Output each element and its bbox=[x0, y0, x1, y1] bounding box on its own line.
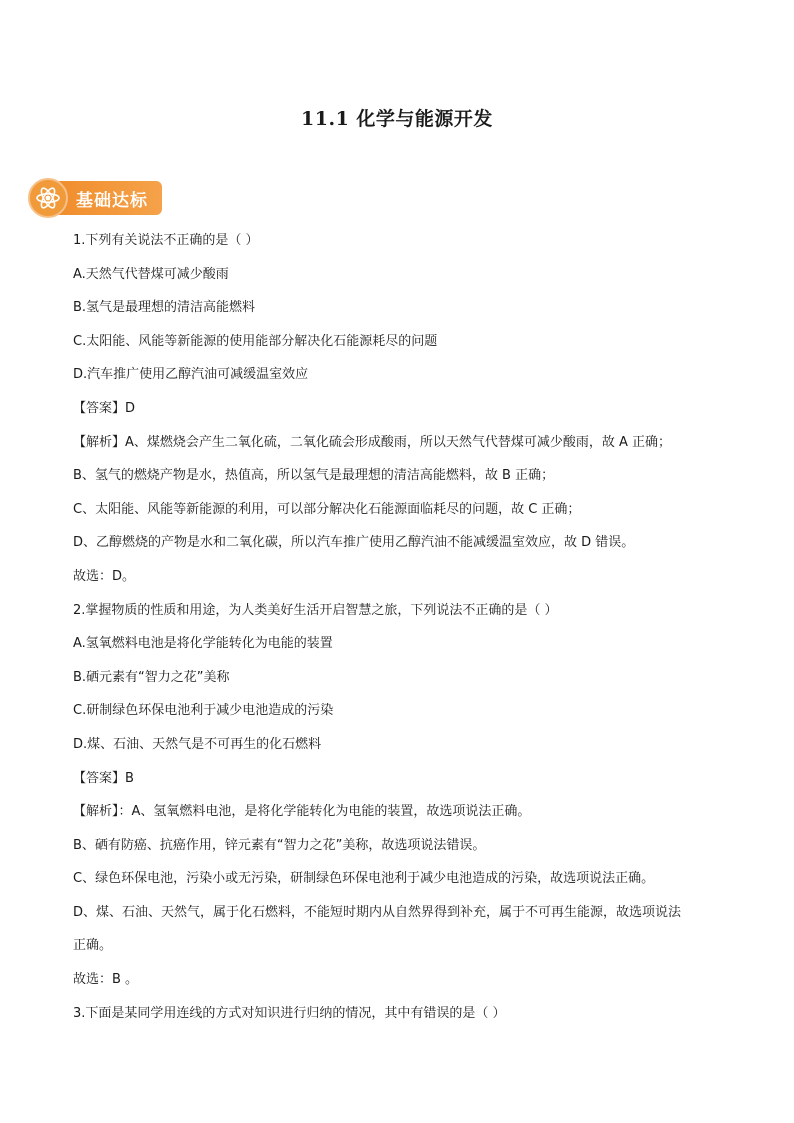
question-1-answer: 【答案】D bbox=[73, 400, 136, 416]
question-2-analysis-line: B、硒有防癌、抗癌作用，锌元素有“智力之花”美称，故选项说法错误。 bbox=[73, 837, 486, 853]
question-2-option-c: C.研制绿色环保电池利于减少电池造成的污染 bbox=[73, 703, 334, 719]
question-1-analysis-line: C、太阳能、风能等新能源的利用，可以部分解决化石能源面临耗尽的问题，故 C 正确； bbox=[73, 501, 581, 517]
question-1-analysis-line: 【解析】A、煤燃烧会产生二氧化硫，二氧化硫会形成酸雨，所以天然气代替煤可减少酸雨，故 A 正确； bbox=[73, 434, 672, 450]
page-title: 11.1 化学与能源开发 bbox=[301, 108, 493, 130]
question-2-answer: 【答案】B bbox=[73, 770, 134, 786]
question-2-analysis-line: 正确。 bbox=[73, 938, 113, 954]
question-1-option-c: C.太阳能、风能等新能源的使用能部分解决化石能源耗尽的问题 bbox=[73, 333, 438, 349]
question-3-stem: 3.下面是某同学用连线的方式对知识进行归纳的情况，其中有错误的是（ ） bbox=[73, 1005, 506, 1021]
question-1-option-d: D.汽车推广使用乙醇汽油可减缓温室效应 bbox=[73, 367, 309, 383]
question-2-analysis-line: D、煤、石油、天然气，属于化石燃料，不能短时期内从自然界得到补充，属于不可再生能源，故选项说法 bbox=[73, 904, 682, 920]
question-2-choice: 故选：B 。 bbox=[73, 972, 139, 988]
section-badge bbox=[28, 177, 162, 219]
section-badge-label: 基础达标 bbox=[54, 181, 162, 215]
question-1-option-b: B.氢气是最理想的清洁高能燃料 bbox=[73, 300, 256, 316]
atom-icon bbox=[28, 178, 68, 218]
question-1-analysis-line: B、氢气的燃烧产物是水，热值高，所以氢气是最理想的清洁高能燃料，故 B 正确； bbox=[73, 468, 555, 484]
question-2-option-b: B.硒元素有“智力之花”美称 bbox=[73, 669, 230, 685]
question-2-analysis-line: C、绿色环保电池，污染小或无污染，研制绿色环保电池利于减少电池造成的污染，故选项说法正确。 bbox=[73, 871, 655, 887]
question-2-stem: 2.掌握物质的性质和用途，为人类美好生活开启智慧之旅，下列说法不正确的是（ ） bbox=[73, 602, 558, 618]
question-1-stem: 1.下列有关说法不正确的是（ ） bbox=[73, 233, 259, 248]
question-1-choice: 故选：D。 bbox=[73, 568, 136, 584]
question-1-analysis-line: D、乙醇燃烧的产物是水和二氧化碳，所以汽车推广使用乙醇汽油不能减缓温室效应，故 D 错误。 bbox=[73, 535, 635, 551]
question-2-analysis-line: 【解析】：A、氢氧燃料电池，是将化学能转化为电能的装置，故选项说法正确。 bbox=[73, 804, 531, 820]
question-1-option-a: A.天然气代替煤可减少酸雨 bbox=[73, 266, 229, 282]
question-2-option-d: D.煤、石油、天然气是不可再生的化石燃料 bbox=[73, 736, 322, 752]
question-list bbox=[73, 224, 733, 1030]
question-2-option-a: A.氢氧燃料电池是将化学能转化为电能的装置 bbox=[73, 636, 333, 652]
